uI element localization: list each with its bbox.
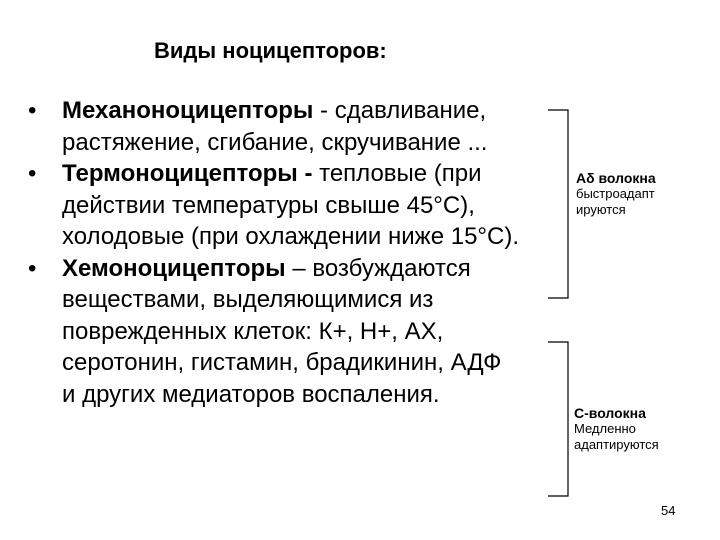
item-first-line (62, 253, 588, 285)
item-first-line (62, 95, 588, 127)
item-text: тепловые (при (312, 160, 482, 187)
slide-title: Виды ноцицепторов: (154, 38, 387, 63)
bullet-list (28, 95, 588, 410)
c-fiber-note (574, 405, 659, 453)
bullet-item-thermo (28, 158, 588, 253)
bullet-glyph: • (28, 254, 37, 282)
item-line: и других медиаторов воспаления. (62, 380, 440, 408)
a-delta-fiber-note (576, 170, 656, 218)
item-term: Механоноцицепторы (62, 97, 314, 124)
note-heading: С-волокна (574, 405, 646, 421)
item-line: действии температуры свыше 45°С), (62, 191, 475, 219)
item-term: Хемоноцицепторы (62, 254, 286, 282)
item-line: серотонин, гистамин, брадикинин, АДФ (62, 349, 502, 376)
note-line: адаптируются (574, 437, 659, 452)
page-number: 54 (661, 503, 676, 518)
note-heading: Аδ волокна (576, 170, 656, 186)
note-line: ируются (576, 202, 626, 217)
item-line: поврежденных клеток: К+, Н+, АХ, (62, 317, 444, 345)
item-text: - сдавливание, (313, 97, 487, 124)
bullet-glyph: • (28, 97, 37, 124)
item-line: растяжение, сгибание, скручивание ... (62, 128, 488, 156)
item-first-line (62, 158, 588, 190)
bullet-item-chemo (28, 253, 588, 411)
item-line: холодовые (при охлаждении ниже 15°С). (62, 223, 520, 250)
note-line: быстроадапт (576, 186, 655, 201)
item-text: – возбуждаются (285, 254, 471, 282)
note-line: Медленно (574, 421, 636, 436)
bullet-item-mechano (28, 95, 588, 158)
item-term: Термоноцицепторы - (62, 160, 313, 187)
bullet-glyph: • (28, 160, 37, 187)
item-line: веществами, выделяющимися из (62, 286, 434, 313)
